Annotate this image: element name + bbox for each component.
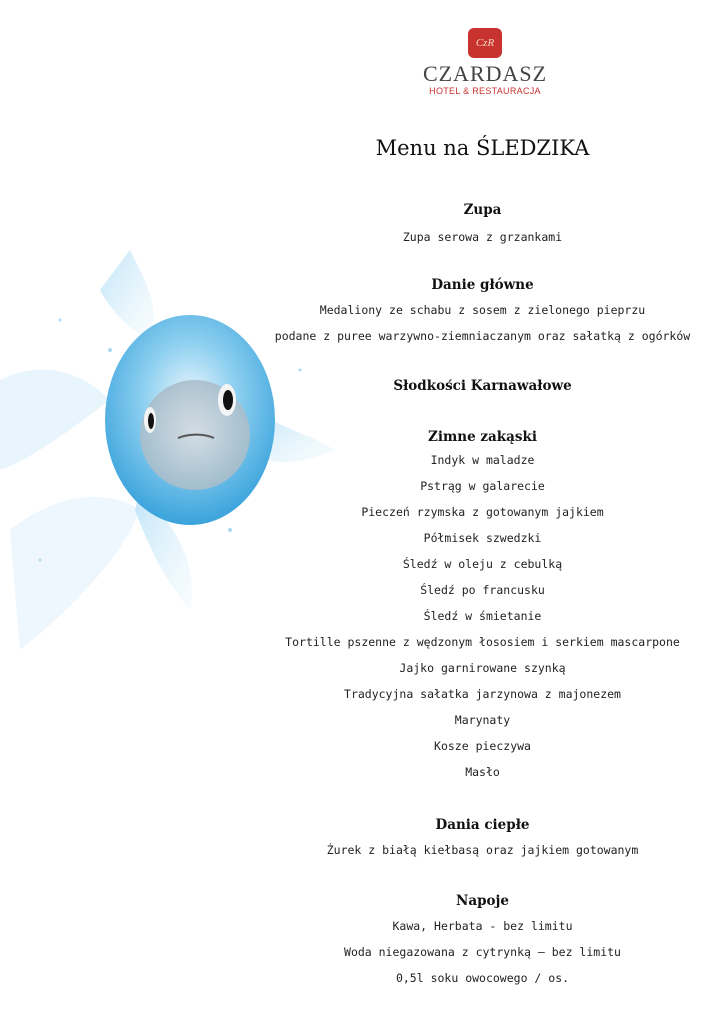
section-napoje	[240, 891, 725, 991]
section-heading: Dania ciepłe	[435, 817, 530, 833]
section-zupa	[240, 200, 725, 250]
section-dania-cieple	[240, 815, 725, 863]
menu-item: Marynaty	[454, 713, 511, 727]
menu-item: Jajko garnirowane szynką	[399, 661, 566, 675]
logo-name: CZARDASZ	[422, 61, 548, 86]
menu-item: Kawa, Herbata - bez limitu	[392, 919, 573, 933]
menu-item: Zupa serowa z grzankami	[402, 230, 563, 244]
menu-item: 0,5l soku owocowego / os.	[395, 971, 570, 985]
menu-item: Masło	[465, 765, 500, 779]
menu-item: Medaliony ze schabu z sosem z zielonego pieprzu	[319, 303, 646, 317]
section-heading: Zimne zakąski	[428, 429, 537, 445]
menu-item: Tradycyjna sałatka jarzynowa z majonezem	[344, 687, 621, 701]
menu-item: Żurek z białą kiełbasą oraz jajkiem gotowanym	[326, 843, 639, 857]
menu-item: Pieczeń rzymska z gotowanym jajkiem	[361, 505, 604, 519]
menu-item: Tortille pszenne z wędzonym łososiem i serkiem mascarpone	[285, 635, 680, 649]
section-heading: Słodkości Karnawałowe	[393, 378, 572, 394]
menu-item: Pstrąg w galarecie	[420, 479, 545, 493]
logo-monogram: CzR	[468, 28, 502, 58]
menu-item: Śledź w oleju z cebulką	[402, 557, 563, 571]
menu-item: Półmisek szwedzki	[423, 531, 542, 545]
menu-title: Menu na ŚLEDZIKA	[375, 136, 590, 160]
menu-item: podane z puree warzywno-ziemniaczanym oraz sałatką z ogórków	[274, 329, 691, 343]
logo-subtitle: HOTEL & RESTAURACJA	[429, 86, 541, 96]
hotel-logo	[420, 28, 550, 96]
menu-item: Indyk w maladze	[430, 453, 535, 467]
menu-item: Woda niegazowana z cytrynką – bez limitu	[344, 945, 621, 959]
section-danie-glowne	[240, 275, 725, 349]
section-slodkosci	[240, 376, 725, 396]
section-heading: Danie główne	[431, 277, 534, 293]
section-heading: Zupa	[463, 202, 502, 218]
menu-item: Śledź w śmietanie	[423, 609, 542, 623]
section-zimne-zakaski	[240, 427, 725, 785]
menu-item: Śledź po francusku	[420, 583, 545, 597]
section-heading: Napoje	[455, 893, 509, 909]
menu-item: Kosze pieczywa	[434, 739, 531, 753]
